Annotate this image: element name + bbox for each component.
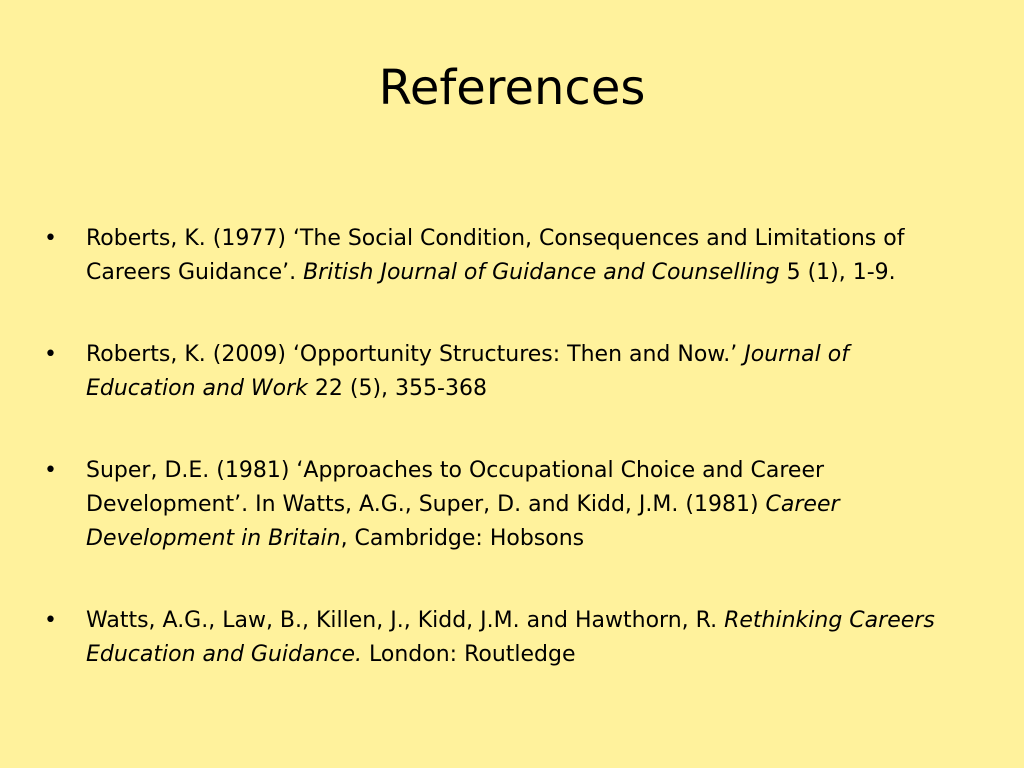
reference-text: Super, D.E. (1981) ‘Approaches to Occupational Choice and Career Development’. In Watts, A.G., Super, D. and Kidd, J.M. (1981) [86, 458, 825, 517]
bullet-icon: • [44, 342, 57, 367]
reference-item [44, 338, 964, 406]
bullet-icon: • [44, 608, 57, 633]
reference-text: Roberts, K. (1977) ‘The Social Condition, Consequences and Limitations of Careers Guidance’. [86, 226, 905, 285]
reference-item [44, 604, 964, 672]
reference-text: London: Routledge [362, 642, 576, 667]
reference-list [44, 222, 964, 672]
reference-source-italic: Journal of Education and Work [86, 342, 849, 401]
reference-source-italic: Rethinking Careers Education and Guidance. [86, 608, 935, 667]
reference-item [44, 222, 964, 290]
reference-source-italic: Career Development in Britain [86, 492, 840, 551]
reference-text: Roberts, K. (2009) ‘Opportunity Structures: Then and Now.’ [86, 342, 745, 367]
reference-source-italic: British Journal of Guidance and Counselling [303, 260, 780, 285]
reference-text: 22 (5), 355-368 [307, 376, 487, 401]
reference-text: Watts, A.G., Law, B., Killen, J., Kidd, J.M. and Hawthorn, R. [86, 608, 725, 633]
bullet-icon: • [44, 226, 57, 251]
bullet-icon: • [44, 458, 57, 483]
reference-text: 5 (1), 1-9. [779, 260, 896, 285]
reference-item [44, 454, 964, 556]
reference-text: , Cambridge: Hobsons [340, 526, 585, 551]
slide-title: References [378, 60, 646, 116]
